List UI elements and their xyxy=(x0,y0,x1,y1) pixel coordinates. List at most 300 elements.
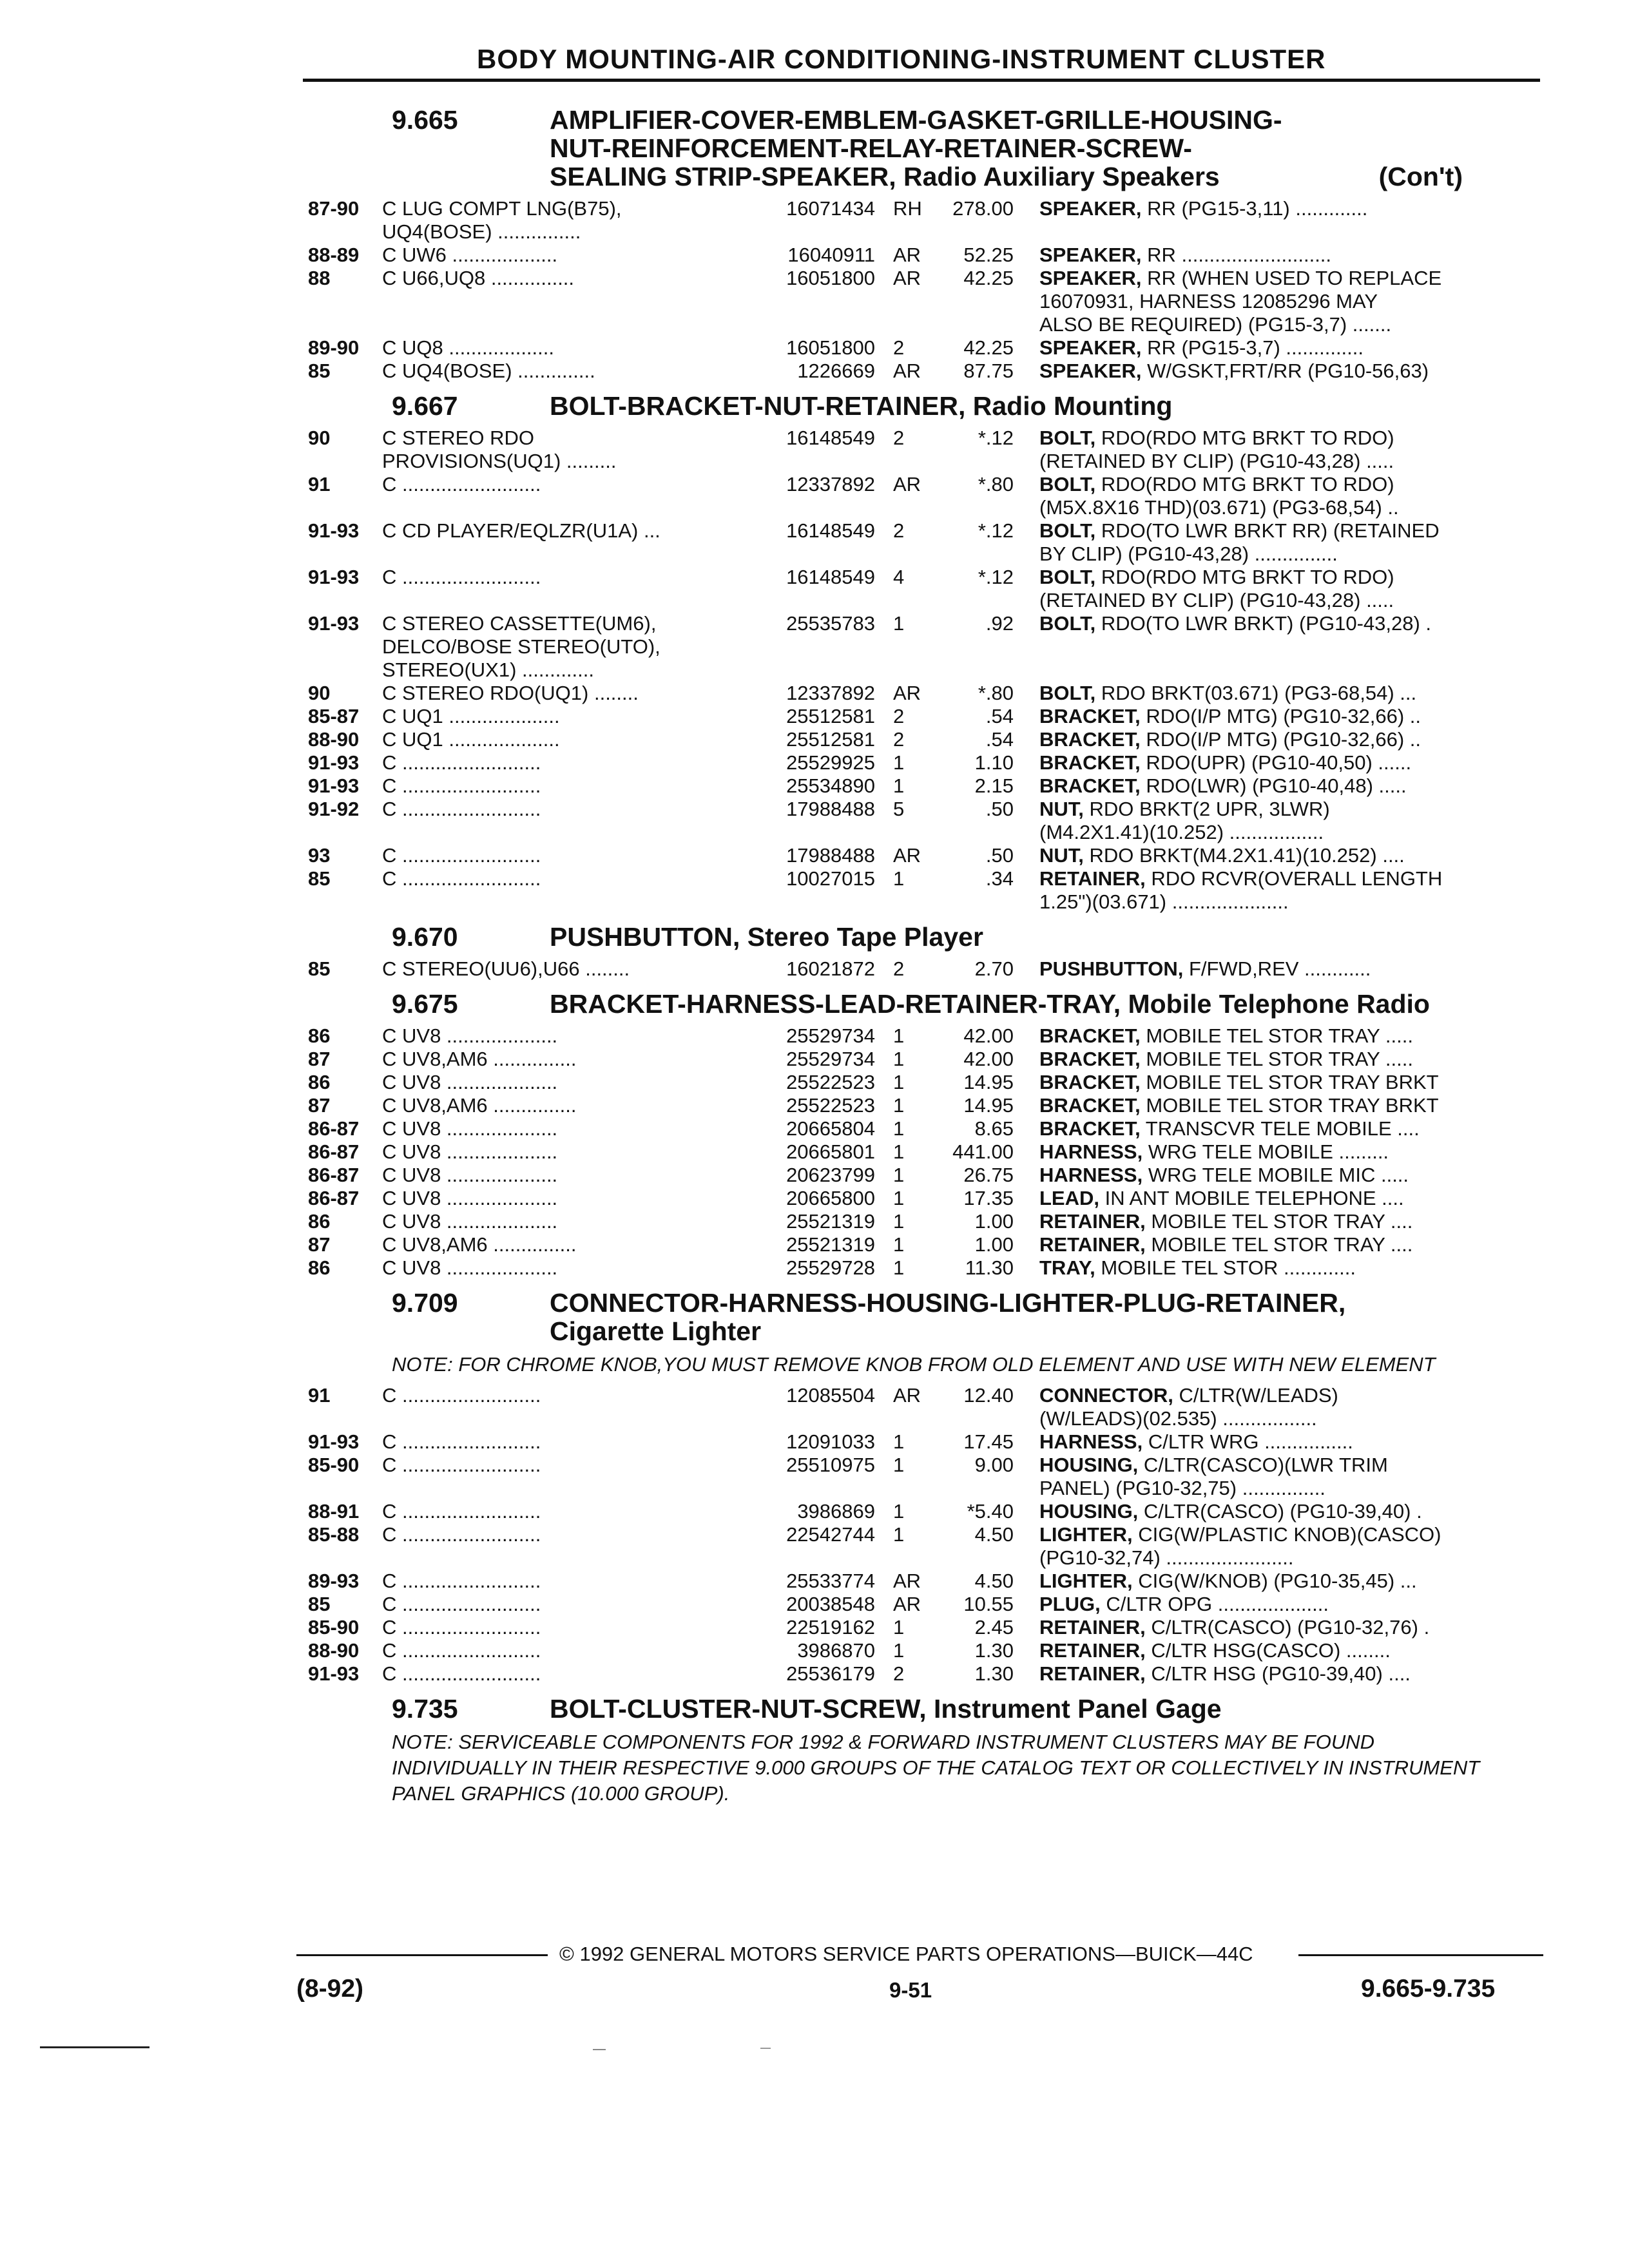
part-name-keyword: BRACKET, xyxy=(1039,751,1141,774)
part-name-detail: RDO(I/P MTG) (PG10-32,66) .. xyxy=(1140,705,1421,727)
model-years: 85-88 xyxy=(308,1523,360,1546)
model-years: 88-91 xyxy=(308,1500,360,1523)
usage-description: C UQ1 .................... xyxy=(382,728,560,751)
part-number: 10027015 xyxy=(786,867,875,890)
part-name xyxy=(1039,844,1534,867)
part-name-keyword: RETAINER, xyxy=(1039,1616,1146,1639)
part-name-detail: MOBILE TEL STOR TRAY .... xyxy=(1145,1233,1413,1256)
part-name-keyword: HOUSING, xyxy=(1039,1500,1139,1523)
section-heading xyxy=(308,106,1540,191)
model-years: 88 xyxy=(308,267,331,289)
quantity: AR xyxy=(893,244,921,266)
model-years: 91-93 xyxy=(308,519,360,542)
part-number: 12085504 xyxy=(786,1384,875,1407)
parts-row xyxy=(308,705,1540,728)
part-name-detail: CIG(W/KNOB) (PG10-35,45) ... xyxy=(1132,1570,1417,1592)
part-name xyxy=(1039,867,1534,914)
part-number: 16051800 xyxy=(786,336,875,359)
parts-row xyxy=(308,1500,1540,1523)
model-years: 87 xyxy=(308,1094,331,1117)
part-number: 25529734 xyxy=(786,1048,875,1070)
quantity: 2 xyxy=(893,957,905,980)
part-name-keyword: BOLT, xyxy=(1039,566,1096,588)
quantity: 5 xyxy=(893,798,905,820)
price: 14.95 xyxy=(963,1094,1014,1117)
part-name-detail: C/LTR HSG (PG10-39,40) .... xyxy=(1145,1662,1411,1685)
part-number: 16148549 xyxy=(786,519,875,542)
part-name xyxy=(1039,1071,1534,1094)
parts-row xyxy=(308,336,1540,360)
model-years: 85 xyxy=(308,957,331,980)
usage-description: C ......................... xyxy=(382,751,541,774)
part-name-detail: RR (PG15-3,7) .............. xyxy=(1141,336,1364,359)
quantity: 4 xyxy=(893,566,905,588)
part-name-detail: MOBILE TEL STOR TRAY BRKT xyxy=(1140,1071,1439,1093)
price: 42.00 xyxy=(963,1048,1014,1070)
section-title-parts: CONNECTOR-HARNESS-HOUSING-LIGHTER-PLUG-RETAINER, xyxy=(550,1288,1346,1318)
price: 42.25 xyxy=(963,336,1014,359)
part-name-detail: C/LTR WRG ................ xyxy=(1142,1430,1353,1453)
part-name-detail: WRG TELE MOBILE ......... xyxy=(1142,1140,1389,1163)
part-name xyxy=(1039,336,1534,360)
parts-row xyxy=(308,1384,1540,1430)
part-name xyxy=(1039,1593,1534,1616)
parts-row xyxy=(308,1454,1540,1500)
scan-mark xyxy=(760,2048,771,2049)
price: 278.00 xyxy=(952,197,1014,220)
parts-row xyxy=(308,1187,1540,1210)
part-name-detail: RDO(UPR) (PG10-40,50) ...... xyxy=(1140,751,1412,774)
part-number: 17988488 xyxy=(786,844,875,867)
part-name xyxy=(1039,1639,1534,1662)
usage-description: C ......................... xyxy=(382,1430,541,1453)
parts-row xyxy=(308,751,1540,774)
price: 1.30 xyxy=(974,1639,1014,1662)
section-title-description: Cigarette Lighter xyxy=(550,1316,762,1346)
price: 2.15 xyxy=(974,774,1014,797)
price: *.12 xyxy=(978,566,1014,588)
part-name-detail: C/LTR(CASCO) (PG10-39,40) . xyxy=(1138,1500,1422,1523)
usage-description: C ......................... xyxy=(382,566,541,588)
part-name-keyword: PLUG, xyxy=(1039,1593,1101,1615)
price: 87.75 xyxy=(963,360,1014,382)
part-name-detail: MOBILE TEL STOR TRAY .... xyxy=(1145,1210,1413,1233)
model-years: 86-87 xyxy=(308,1187,360,1209)
quantity: AR xyxy=(893,267,921,289)
usage-description: C ......................... xyxy=(382,1454,541,1476)
part-name xyxy=(1039,1570,1534,1593)
part-name-detail: RDO(I/P MTG) (PG10-32,66) .. xyxy=(1140,728,1421,751)
part-name-keyword: RETAINER, xyxy=(1039,1639,1146,1662)
part-name-keyword: SPEAKER, xyxy=(1039,336,1142,359)
part-number: 12337892 xyxy=(786,473,875,495)
usage-description: C UV8 .................... xyxy=(382,1140,558,1163)
part-name xyxy=(1039,612,1534,635)
section-heading xyxy=(308,923,1540,951)
parts-row xyxy=(308,1210,1540,1233)
part-number: 25534890 xyxy=(786,774,875,797)
model-years: 86-87 xyxy=(308,1164,360,1186)
part-name-keyword: LEAD, xyxy=(1039,1187,1099,1209)
part-name xyxy=(1039,705,1534,728)
parts-row xyxy=(308,427,1540,473)
parts-row xyxy=(308,682,1540,705)
part-name xyxy=(1039,1500,1534,1523)
parts-row xyxy=(308,1570,1540,1593)
part-name-keyword: SPEAKER, xyxy=(1039,244,1142,266)
part-name-keyword: BRACKET, xyxy=(1039,774,1141,797)
part-name xyxy=(1039,1616,1534,1639)
section-title xyxy=(550,392,1540,420)
scan-mark xyxy=(593,2049,606,2050)
part-name-keyword: SPEAKER, xyxy=(1039,360,1142,382)
usage-description: C UW6 ................... xyxy=(382,244,558,266)
part-number: 12337892 xyxy=(786,682,875,704)
section-title xyxy=(550,1695,1540,1723)
parts-row xyxy=(308,728,1540,751)
part-name-keyword: RETAINER, xyxy=(1039,1662,1146,1685)
model-years: 91 xyxy=(308,1384,331,1407)
usage-description: C UQ4(BOSE) .............. xyxy=(382,360,595,382)
section-continued-label: (Con't) xyxy=(1378,162,1463,191)
part-name-keyword: RETAINER, xyxy=(1039,1233,1146,1256)
usage-description: C CD PLAYER/EQLZR(U1A) ... xyxy=(382,519,660,542)
model-years: 93 xyxy=(308,844,331,867)
parts-row xyxy=(308,1164,1540,1187)
price: 2.70 xyxy=(974,957,1014,980)
section-title xyxy=(550,990,1540,1018)
usage-description: C UV8 .................... xyxy=(382,1256,558,1279)
price: .92 xyxy=(985,612,1014,635)
price: 42.25 xyxy=(963,267,1014,289)
model-years: 91-93 xyxy=(308,774,360,797)
part-name-detail: RDO(RDO MTG BRKT TO RDO) (RETAINED BY CLIP) (PG10-43,28) ..... xyxy=(1039,566,1394,611)
usage-description: C UV8,AM6 ............... xyxy=(382,1233,577,1256)
part-number: 12091033 xyxy=(786,1430,875,1453)
part-name xyxy=(1039,1454,1534,1500)
model-years: 85 xyxy=(308,1593,331,1615)
part-name-detail: C/LTR(W/LEADS) (W/LEADS)(02.535) ................. xyxy=(1039,1384,1338,1430)
usage-description: C UV8,AM6 ............... xyxy=(382,1048,577,1070)
model-years: 91-93 xyxy=(308,751,360,774)
model-years: 89-90 xyxy=(308,336,360,359)
price: *.80 xyxy=(978,473,1014,495)
part-number: 16051800 xyxy=(786,267,875,289)
parts-row xyxy=(308,1117,1540,1140)
price: 11.30 xyxy=(965,1256,1014,1279)
usage-description: C UV8 .................... xyxy=(382,1024,558,1047)
model-years: 86 xyxy=(308,1071,331,1093)
usage-description: C ......................... xyxy=(382,1384,541,1407)
quantity: 1 xyxy=(893,774,905,797)
section-title-parts: BRACKET-HARNESS-LEAD-RETAINER-TRAY, xyxy=(550,989,1121,1019)
parts-row xyxy=(308,844,1540,867)
price: 26.75 xyxy=(963,1164,1014,1186)
part-name xyxy=(1039,1094,1534,1117)
part-name-detail: CIG(W/PLASTIC KNOB)(CASCO) (PG10-32,74) ....................... xyxy=(1039,1523,1441,1569)
part-name-keyword: HARNESS, xyxy=(1039,1164,1143,1186)
quantity: 1 xyxy=(893,751,905,774)
parts-row xyxy=(308,1071,1540,1094)
part-number: 25529734 xyxy=(786,1024,875,1047)
price: 1.00 xyxy=(974,1210,1014,1233)
part-name xyxy=(1039,774,1534,798)
usage-description: C ......................... xyxy=(382,844,541,867)
quantity: 1 xyxy=(893,1616,905,1639)
section-number: 9.735 xyxy=(392,1694,458,1724)
part-name-detail: C/LTR(CASCO)(LWR TRIM PANEL) (PG10-32,75) ............... xyxy=(1039,1454,1388,1499)
part-name-detail: RDO BRKT(2 UPR, 3LWR) (M4.2X1.41)(10.252) ................. xyxy=(1039,798,1330,843)
part-name-detail: RDO BRKT(M4.2X1.41)(10.252) .... xyxy=(1083,844,1405,867)
part-name xyxy=(1039,519,1534,566)
model-years: 88-90 xyxy=(308,728,360,751)
quantity: AR xyxy=(893,1570,921,1592)
usage-description: C ......................... xyxy=(382,1523,541,1546)
usage-description: C UV8 .................... xyxy=(382,1210,558,1233)
part-number: 25536179 xyxy=(786,1662,875,1685)
part-name xyxy=(1039,244,1534,267)
model-years: 90 xyxy=(308,427,331,449)
part-name xyxy=(1039,1117,1534,1140)
price: 42.00 xyxy=(963,1024,1014,1047)
part-name-keyword: PUSHBUTTON, xyxy=(1039,957,1184,980)
parts-row xyxy=(308,244,1540,267)
price: 4.50 xyxy=(974,1570,1014,1592)
usage-description: C UQ1 .................... xyxy=(382,705,560,727)
usage-description: C ......................... xyxy=(382,1662,541,1685)
parts-row xyxy=(308,1662,1540,1686)
part-name-detail: F/FWD,REV ............ xyxy=(1183,957,1371,980)
part-name xyxy=(1039,267,1534,336)
section-title xyxy=(550,923,1540,951)
part-name-detail: RDO(RDO MTG BRKT TO RDO) (M5X.8X16 THD)(03.671) (PG3-68,54) .. xyxy=(1039,473,1399,519)
part-name-keyword: BRACKET, xyxy=(1039,728,1141,751)
quantity: AR xyxy=(893,682,921,704)
price: 2.45 xyxy=(974,1616,1014,1639)
part-number: 25533774 xyxy=(786,1570,875,1592)
part-name-keyword: HARNESS, xyxy=(1039,1430,1143,1453)
part-number: 20623799 xyxy=(786,1164,875,1186)
parts-row xyxy=(308,267,1540,336)
price: 14.95 xyxy=(963,1071,1014,1093)
catalog-content xyxy=(308,97,1540,1813)
part-number: 1226669 xyxy=(797,360,875,382)
part-name-detail: RDO(TO LWR BRKT) (PG10-43,28) . xyxy=(1095,612,1432,635)
part-name xyxy=(1039,1164,1534,1187)
section-title-parts: BOLT-CLUSTER-NUT-SCREW, xyxy=(550,1694,927,1724)
quantity: 1 xyxy=(893,1094,905,1117)
part-number: 16148549 xyxy=(786,566,875,588)
part-number: 16021872 xyxy=(786,957,875,980)
price: 12.40 xyxy=(963,1384,1014,1407)
part-name-keyword: BOLT, xyxy=(1039,682,1096,704)
model-years: 90 xyxy=(308,682,331,704)
section-title-description: Instrument Panel Gage xyxy=(926,1694,1222,1724)
part-name xyxy=(1039,1430,1534,1454)
parts-row xyxy=(308,473,1540,519)
part-name xyxy=(1039,360,1534,383)
part-number: 20665800 xyxy=(786,1187,875,1209)
part-name xyxy=(1039,1140,1534,1164)
parts-row xyxy=(308,566,1540,612)
price: .34 xyxy=(985,867,1014,890)
part-name-detail: RDO BRKT(03.671) (PG3-68,54) ... xyxy=(1095,682,1417,704)
model-years: 85-90 xyxy=(308,1616,360,1639)
part-number: 25521319 xyxy=(786,1233,875,1256)
quantity: 1 xyxy=(893,1639,905,1662)
part-number: 25522523 xyxy=(786,1094,875,1117)
part-name-detail: RR (WHEN USED TO REPLACE 16070931, HARNESS 12085296 MAY ALSO BE REQUIRED) (PG15-3,7) ....... xyxy=(1039,267,1442,336)
parts-row xyxy=(308,360,1540,383)
section-title-description: Radio Auxiliary Speakers xyxy=(896,162,1220,191)
parts-row xyxy=(308,957,1540,981)
quantity: 1 xyxy=(893,1500,905,1523)
part-name xyxy=(1039,682,1534,705)
model-years: 86 xyxy=(308,1024,331,1047)
quantity: 1 xyxy=(893,1454,905,1476)
model-years: 85 xyxy=(308,360,331,382)
usage-description: C STEREO RDO PROVISIONS(UQ1) ......... xyxy=(382,427,617,472)
part-name-detail: RDO(TO LWR BRKT RR) (RETAINED BY CLIP) (PG10-43,28) ............... xyxy=(1039,519,1440,565)
price: 17.45 xyxy=(963,1430,1014,1453)
part-name xyxy=(1039,1187,1534,1210)
parts-row xyxy=(308,1639,1540,1662)
footer-copyright: © 1992 GENERAL MOTORS SERVICE PARTS OPERATIONS—BUICK—44C xyxy=(559,1943,1253,1965)
section-number: 9.665 xyxy=(392,105,458,135)
parts-row xyxy=(308,519,1540,566)
part-name-keyword: BRACKET, xyxy=(1039,1048,1141,1070)
part-number: 20665801 xyxy=(786,1140,875,1163)
section-title-description: Stereo Tape Player xyxy=(740,922,983,952)
part-number: 25512581 xyxy=(786,705,875,727)
part-name-detail: RDO RCVR(OVERALL LENGTH 1.25")(03.671) ..................... xyxy=(1039,867,1443,913)
part-name-detail: RDO(LWR) (PG10-40,48) ..... xyxy=(1140,774,1407,797)
section-number: 9.675 xyxy=(392,989,458,1019)
quantity: 1 xyxy=(893,1256,905,1279)
part-number: 25512581 xyxy=(786,728,875,751)
part-number: 3986870 xyxy=(797,1639,875,1662)
part-name-keyword: BRACKET, xyxy=(1039,1117,1141,1140)
price: 9.00 xyxy=(974,1454,1014,1476)
part-name-detail: TRANSCVR TELE MOBILE .... xyxy=(1140,1117,1420,1140)
quantity: 1 xyxy=(893,1071,905,1093)
parts-row xyxy=(308,197,1540,244)
part-number: 25522523 xyxy=(786,1071,875,1093)
part-name xyxy=(1039,427,1534,473)
price: 52.25 xyxy=(963,244,1014,266)
usage-description: C STEREO(UU6),U66 ........ xyxy=(382,957,630,980)
part-name xyxy=(1039,1256,1534,1280)
parts-row xyxy=(308,1430,1540,1454)
part-name-keyword: TRAY, xyxy=(1039,1256,1095,1279)
part-name xyxy=(1039,197,1534,220)
part-name xyxy=(1039,728,1534,751)
part-name-keyword: BOLT, xyxy=(1039,519,1096,542)
part-name-keyword: SPEAKER, xyxy=(1039,197,1142,220)
part-number: 25521319 xyxy=(786,1210,875,1233)
parts-row xyxy=(308,1094,1540,1117)
part-number: 20665804 xyxy=(786,1117,875,1140)
part-number: 16040911 xyxy=(787,244,875,266)
parts-row xyxy=(308,1048,1540,1071)
part-number: 25529728 xyxy=(786,1256,875,1279)
part-name-keyword: BRACKET, xyxy=(1039,705,1141,727)
usage-description: C ......................... xyxy=(382,798,541,820)
model-years: 85-87 xyxy=(308,705,360,727)
model-years: 91-93 xyxy=(308,1430,360,1453)
parts-row xyxy=(308,1233,1540,1256)
part-name xyxy=(1039,1024,1534,1048)
quantity: 1 xyxy=(893,1233,905,1256)
quantity: 1 xyxy=(893,1140,905,1163)
model-years: 87 xyxy=(308,1048,331,1070)
quantity: 1 xyxy=(893,867,905,890)
part-name-detail: MOBILE TEL STOR TRAY ..... xyxy=(1140,1024,1413,1047)
usage-description: C ......................... xyxy=(382,1616,541,1639)
section-heading xyxy=(308,392,1540,420)
section-heading xyxy=(308,990,1540,1018)
parts-row xyxy=(308,1256,1540,1280)
quantity: AR xyxy=(893,1593,921,1615)
part-name xyxy=(1039,1048,1534,1071)
part-name-detail: MOBILE TEL STOR TRAY ..... xyxy=(1140,1048,1413,1070)
part-name xyxy=(1039,1233,1534,1256)
part-name-keyword: BRACKET, xyxy=(1039,1094,1141,1117)
parts-row xyxy=(308,798,1540,844)
model-years: 91-93 xyxy=(308,612,360,635)
part-name-keyword: HARNESS, xyxy=(1039,1140,1143,1163)
section-heading xyxy=(308,1695,1540,1723)
footer-page-number: 9-51 xyxy=(889,1978,932,2002)
quantity: 2 xyxy=(893,728,905,751)
model-years: 85-90 xyxy=(308,1454,360,1476)
part-name xyxy=(1039,473,1534,519)
parts-row xyxy=(308,1593,1540,1616)
usage-description: C STEREO RDO(UQ1) ........ xyxy=(382,682,639,704)
price: 17.35 xyxy=(963,1187,1014,1209)
part-name-keyword: BRACKET, xyxy=(1039,1071,1141,1093)
model-years: 88-90 xyxy=(308,1639,360,1662)
parts-row xyxy=(308,612,1540,682)
part-name-keyword: LIGHTER, xyxy=(1039,1570,1133,1592)
part-name-keyword: BOLT, xyxy=(1039,427,1096,449)
model-years: 85 xyxy=(308,867,331,890)
part-number: 25535783 xyxy=(786,612,875,635)
price: .54 xyxy=(985,705,1014,727)
quantity: AR xyxy=(893,844,921,867)
part-name-detail: W/GSKT,FRT/RR (PG10-56,63) xyxy=(1141,360,1429,382)
quantity: 1 xyxy=(893,1210,905,1233)
part-name-detail: RDO(RDO MTG BRKT TO RDO) (RETAINED BY CLIP) (PG10-43,28) ..... xyxy=(1039,427,1394,472)
model-years: 86 xyxy=(308,1210,331,1233)
part-name-detail: WRG TELE MOBILE MIC ..... xyxy=(1142,1164,1409,1186)
section-title-description: Radio Mounting xyxy=(965,391,1173,421)
model-years: 91-93 xyxy=(308,566,360,588)
footer-rule-right xyxy=(1298,1954,1543,1956)
usage-description: C UQ8 ................... xyxy=(382,336,554,359)
part-name xyxy=(1039,1210,1534,1233)
usage-description: C UV8 .................... xyxy=(382,1164,558,1186)
quantity: 1 xyxy=(893,1048,905,1070)
part-name-keyword: RETAINER, xyxy=(1039,867,1146,890)
model-years: 86-87 xyxy=(308,1140,360,1163)
part-name-keyword: RETAINER, xyxy=(1039,1210,1146,1233)
price: 1.10 xyxy=(974,751,1014,774)
price: 10.55 xyxy=(963,1593,1014,1615)
section-number: 9.667 xyxy=(392,391,458,421)
quantity: AR xyxy=(893,473,921,495)
section-note: NOTE: SERVICEABLE COMPONENTS FOR 1992 & FORWARD INSTRUMENT CLUSTERS MAY BE FOUND INDIVIDUALLY IN THEIR RESPECTIVE 9.000 GROUPS OF THE CATALOG TEXT OR COLLECTIVELY IN INSTRUMENT PANEL GRAPHICS (10.000 GROUP). xyxy=(392,1731,1480,1805)
